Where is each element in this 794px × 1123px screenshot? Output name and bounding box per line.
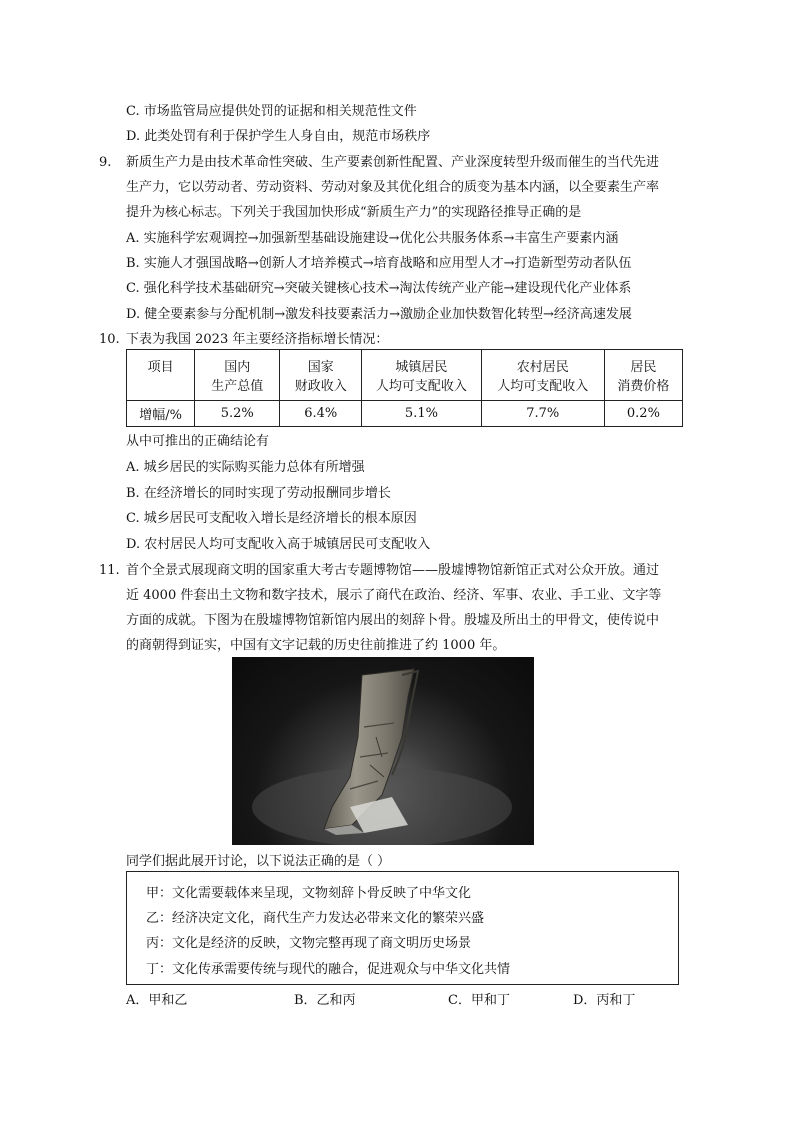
oracle-bone-image xyxy=(232,657,534,845)
q11-option-a: A．甲和乙 xyxy=(126,993,188,1008)
q10-option-b: B. 在经济增长的同时实现了劳动报酬同步增长 xyxy=(126,486,391,501)
question-stem-line: 新质生产力是由技术革命性突破、生产要素创新性配置、产业深度转型升级而催生的当代先进 xyxy=(126,155,660,170)
question-stem-line: 近 4000 件套出土文物和数字技术，展示了商代在政治、经济、军事、农业、手工业、文字等 xyxy=(126,588,662,603)
question-number: 10. xyxy=(99,332,120,347)
question-prompt: 同学们据此展开讨论，以下说法正确的是（ ） xyxy=(126,854,391,869)
q10-option-c: C. 城乡居民可支配收入增长是经济增长的根本原因 xyxy=(126,511,417,526)
table-header: 城镇居民 xyxy=(362,350,481,376)
q11-option-b: B．乙和丙 xyxy=(294,993,356,1008)
question-stem-line: 生产力，它以劳动者、劳动资料、劳动对象及其优化组合的质变为基本内涵，以全要素生产率 xyxy=(126,180,660,195)
table-header: 财政收入 xyxy=(280,375,362,401)
q11-option-c: C．甲和丁 xyxy=(448,993,510,1008)
statement-yi: 乙：经济决定文化，商代生产力发达必带来文化的繁荣兴盛 xyxy=(146,911,485,926)
question-stem-line: 首个全景式展现商文明的国家重大考古专题博物馆——殷墟博物馆新馆正式对公众开放。通过 xyxy=(126,563,660,578)
question-number: 9. xyxy=(99,155,112,170)
q8-option-c: C. 市场监管局应提供处罚的证据和相关规范性文件 xyxy=(126,104,417,119)
statement-ding: 丁：文化传承需要传统与现代的融合，促进观众与中华文化共情 xyxy=(146,962,511,977)
table-cell: 5.2% xyxy=(195,401,280,427)
table-header: 人均可支配收入 xyxy=(481,375,604,401)
question-stem-line: 的商朝得到证实，中国有文字记载的历史往前推进了约 1000 年。 xyxy=(126,638,506,653)
table-header xyxy=(127,375,195,401)
question-stem-line: 提升为核心标志。下列关于我国加快形成“新质生产力”的实现路径推导正确的是 xyxy=(126,205,582,220)
q9-option-d: D. 健全要素参与分配机制→激发科技要素活力→激励企业加快数智化转型→经济高速发展 xyxy=(126,307,632,322)
q11-option-d: D．丙和丁 xyxy=(573,993,636,1008)
q10-option-d: D. 农村居民人均可支配收入高于城镇居民可支配收入 xyxy=(126,537,431,552)
question-number: 11. xyxy=(99,563,120,578)
table-header: 项目 xyxy=(127,350,195,376)
table-cell: 0.2% xyxy=(604,401,682,427)
question-stem-line: 下表为我国 2023 年主要经济指标增长情况： xyxy=(126,332,389,347)
table-header: 消费价格 xyxy=(604,375,682,401)
statement-bing: 丙：文化是经济的反映，文物完整再现了商文明历史场景 xyxy=(146,936,472,951)
question-stem-line: 方面的成就。下图为在殷墟博物馆新馆内展出的刻辞卜骨。殷墟及所出土的甲骨文，使传说中 xyxy=(126,613,660,628)
table-header: 国内 xyxy=(195,350,280,376)
q9-option-a: A. 实施科学宏观调控→加强新型基础设施建设→优化公共服务体系→丰富生产要素内涵 xyxy=(126,231,619,246)
table-cell: 5.1% xyxy=(362,401,481,427)
table-header: 人均可支配收入 xyxy=(362,375,481,401)
table-header: 生产总值 xyxy=(195,375,280,401)
table-header: 国家 xyxy=(280,350,362,376)
q8-option-d: D. 此类处罚有利于保护学生人身自由，规范市场秩序 xyxy=(126,129,431,144)
q9-option-b: B. 实施人才强国战略→创新人才培养模式→培育战略和应用型人才→打造新型劳动者队伍 xyxy=(126,256,632,271)
table-header: 居民 xyxy=(604,350,682,376)
table-header: 农村居民 xyxy=(481,350,604,376)
question-prompt: 从中可推出的正确结论有 xyxy=(126,434,270,449)
table-cell: 6.4% xyxy=(280,401,362,427)
table-row-label: 增幅/% xyxy=(127,401,195,427)
table-cell: 7.7% xyxy=(481,401,604,427)
q9-option-c: C. 强化科学技术基础研究→突破关键核心技术→淘汰传统产业产能→建设现代化产业体系 xyxy=(126,281,632,296)
oracle-bone-photo xyxy=(232,657,534,845)
economic-indicators-table xyxy=(126,349,683,427)
statement-jia: 甲：文化需要载体来呈现，文物刻辞卜骨反映了中华文化 xyxy=(146,886,472,901)
q10-option-a: A. 城乡居民的实际购买能力总体有所增强 xyxy=(126,460,365,475)
